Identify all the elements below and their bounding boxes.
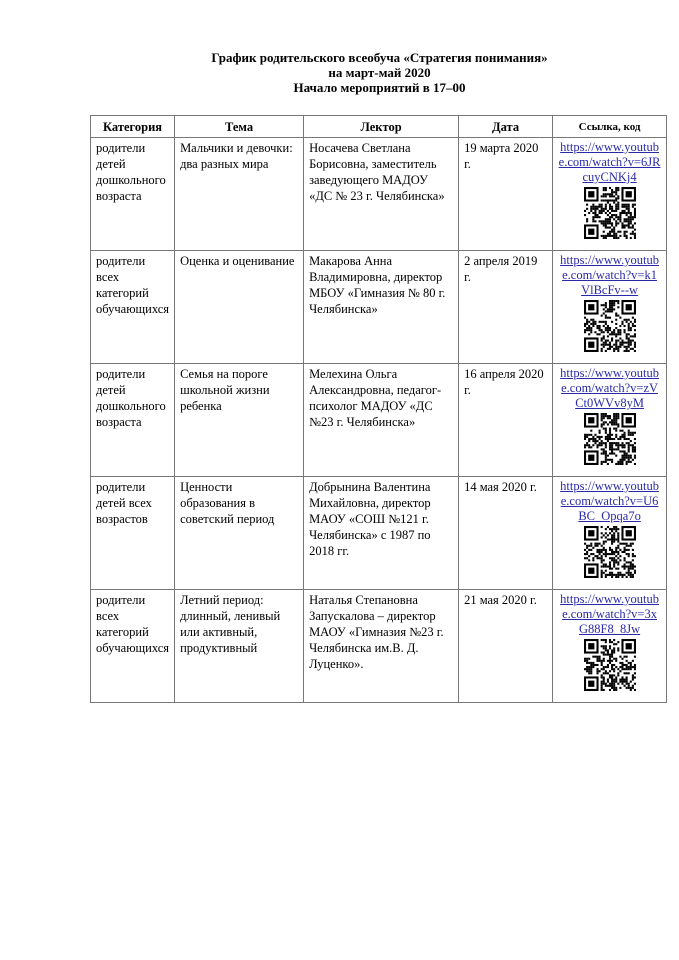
link-cell: [553, 251, 667, 364]
category-cell: родители детей всех возрастов: [91, 477, 175, 590]
table-header-row: [91, 116, 667, 138]
category-cell: родители детей дошкольного возраста: [91, 138, 175, 251]
qr-code-icon[interactable]: [584, 300, 636, 352]
qr-code-icon[interactable]: [584, 639, 636, 691]
title-line: на март-май 2020: [328, 65, 431, 80]
video-link[interactable]: https://www.youtube.com/watch?v=zVCt0WVv8yM: [560, 366, 659, 410]
topic-cell: Летний период: длинный, ленивый или активный, продуктивный: [175, 590, 304, 703]
topic-cell: Ценности образования в советский период: [175, 477, 304, 590]
qr-code-icon[interactable]: [584, 187, 636, 239]
header-category: Категория: [91, 116, 175, 138]
lecturer-cell: Добрынина Валентина Михайловна, директор МАОУ «СОШ №121 г. Челябинска» с 1987 по 2018 гг.: [304, 477, 459, 590]
table-row: [91, 138, 667, 251]
date-cell: 2 апреля 2019 г.: [459, 251, 553, 364]
topic-cell: Семья на пороге школьной жизни ребенка: [175, 364, 304, 477]
category-cell: родители всех категорий обучающихся: [91, 590, 175, 703]
header-date: Дата: [459, 116, 553, 138]
schedule-table: [90, 115, 667, 703]
video-link[interactable]: https://www.youtube.com/watch?v=k1VlBcFv--w: [560, 253, 659, 297]
qr-code-icon[interactable]: [584, 526, 636, 578]
document-title: [0, 50, 679, 95]
header-link: Ссылка, код: [553, 116, 667, 138]
lecturer-cell: Макарова Анна Владимировна, директор МБОУ «Гимназия № 80 г. Челябинска»: [304, 251, 459, 364]
lecturer-cell: Носачева Светлана Борисовна, заместитель заведующего МАДОУ «ДС № 23 г. Челябинска»: [304, 138, 459, 251]
video-link[interactable]: https://www.youtube.com/watch?v=U6BC_Opqa7o: [560, 479, 659, 523]
category-cell: родители детей дошкольного возраста: [91, 364, 175, 477]
date-cell: 16 апреля 2020 г.: [459, 364, 553, 477]
date-cell: 14 мая 2020 г.: [459, 477, 553, 590]
link-cell: [553, 590, 667, 703]
table-row: [91, 477, 667, 590]
table-row: [91, 364, 667, 477]
link-cell: [553, 477, 667, 590]
topic-cell: Оценка и оценивание: [175, 251, 304, 364]
topic-cell: Мальчики и девочки: два разных мира: [175, 138, 304, 251]
date-cell: 19 марта 2020 г.: [459, 138, 553, 251]
date-cell: 21 мая 2020 г.: [459, 590, 553, 703]
header-lecturer: Лектор: [304, 116, 459, 138]
table-row: [91, 251, 667, 364]
qr-code-icon[interactable]: [584, 413, 636, 465]
lecturer-cell: Наталья Степановна Запускалова – директор МАОУ «Гимназия №23 г. Челябинска им.В. Д. Луценко».: [304, 590, 459, 703]
table-row: [91, 590, 667, 703]
lecturer-cell: Мелехина Ольга Александровна, педагог-психолог МАДОУ «ДС №23 г. Челябинска»: [304, 364, 459, 477]
category-cell: родители всех категорий обучающихся: [91, 251, 175, 364]
link-cell: [553, 138, 667, 251]
link-cell: [553, 364, 667, 477]
video-link[interactable]: https://www.youtube.com/watch?v=6JRcuyCNKj4: [558, 140, 661, 184]
video-link[interactable]: https://www.youtube.com/watch?v=3xG88F8_8Jw: [560, 592, 659, 636]
header-topic: Тема: [175, 116, 304, 138]
title-line: График родительского всеобуча «Стратегия понимания»: [211, 50, 548, 65]
title-line: Начало мероприятий в 17–00: [293, 80, 466, 95]
